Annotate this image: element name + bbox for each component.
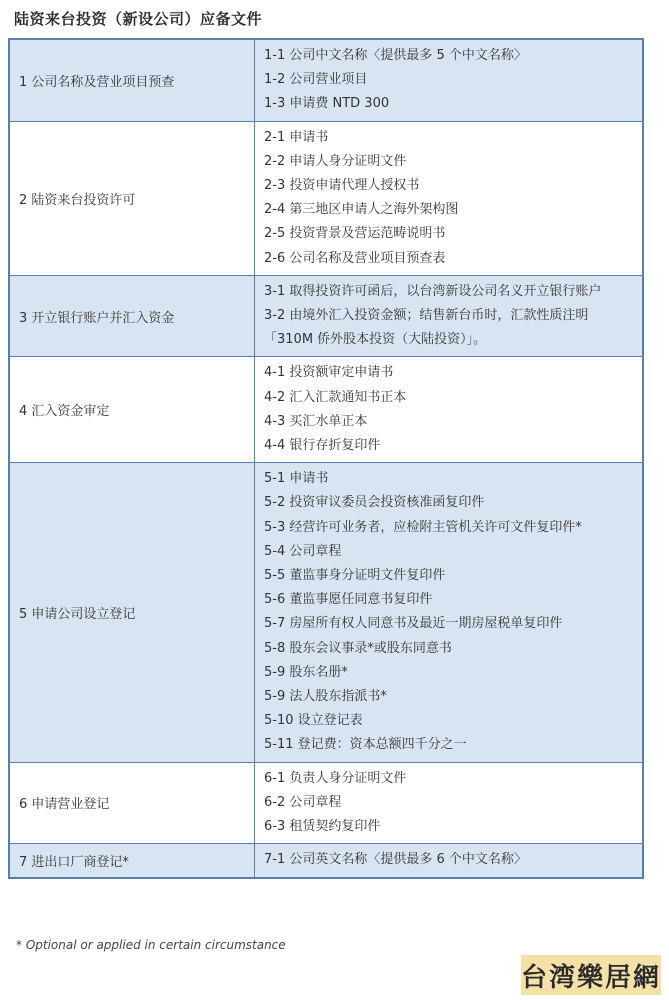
document-item: 2-4 第三地区申请人之海外架构图 bbox=[264, 202, 459, 218]
table-row bbox=[9, 121, 643, 275]
step-name-cell: 3 开立银行账户并汇入资金 bbox=[9, 275, 255, 357]
document-item: 2-1 申请书 bbox=[264, 129, 329, 145]
required-documents-cell bbox=[255, 844, 644, 878]
document-item: 5-9 法人股东指派书* bbox=[264, 689, 387, 705]
table-row bbox=[9, 844, 643, 878]
document-item: 4-3 买汇水单正本 bbox=[264, 413, 368, 429]
required-documents-cell bbox=[255, 275, 644, 357]
document-item: 2-5 投资背景及营运范畴说明书 bbox=[264, 226, 446, 242]
document-item: 5-1 申请书 bbox=[264, 471, 329, 487]
document-item: 「310M 侨外股本投资（大陆投资）」。 bbox=[264, 332, 487, 348]
document-item: 5-4 公司章程 bbox=[264, 543, 342, 559]
document-item: 5-10 设立登记表 bbox=[264, 713, 363, 729]
table-row bbox=[9, 39, 643, 121]
document-item: 2-2 申请人身分证明文件 bbox=[264, 153, 407, 169]
document-item: 5-8 股东会议事录*或股东同意书 bbox=[264, 640, 452, 656]
document-item: 6-3 租赁契约复印件 bbox=[264, 819, 381, 835]
step-name-cell: 2 陆资来台投资许可 bbox=[9, 121, 255, 275]
document-title: 陆资来台投资（新设公司）应备文件 bbox=[14, 10, 263, 28]
document-item: 3-2 由境外汇入投资金额；结售新台币时，汇款性质注明 bbox=[264, 308, 589, 324]
document-item: 5-6 董监事愿任同意书复印件 bbox=[264, 592, 433, 608]
table-row bbox=[9, 463, 643, 762]
document-item: 5-9 股东名册* bbox=[264, 664, 348, 680]
required-documents-cell bbox=[255, 39, 644, 121]
document-item: 6-2 公司章程 bbox=[264, 794, 342, 810]
document-item: 1-2 公司营业项目 bbox=[264, 72, 368, 88]
document-item: 6-1 负责人身分证明文件 bbox=[264, 770, 407, 786]
document-item: 4-2 汇入汇款通知书正本 bbox=[264, 389, 407, 405]
step-name-cell: 5 申请公司设立登记 bbox=[9, 463, 255, 762]
step-name-cell: 4 汇入资金审定 bbox=[9, 357, 255, 463]
document-item: 2-6 公司名称及营业项目预查表 bbox=[264, 250, 446, 266]
required-documents-cell bbox=[255, 121, 644, 275]
logo-text: 台湾樂居網 bbox=[521, 962, 662, 993]
required-documents-cell bbox=[255, 762, 644, 844]
step-name-cell: 6 申请营业登记 bbox=[9, 762, 255, 844]
document-item: 5-7 房屋所有权人同意书及最近一期房屋税单复印件 bbox=[264, 616, 563, 632]
document-item: 1-3 申请费 NTD 300 bbox=[264, 96, 390, 112]
required-documents-cell bbox=[255, 463, 644, 762]
document-item: 2-3 投资申请代理人授权书 bbox=[264, 178, 420, 194]
required-documents-cell bbox=[255, 357, 644, 463]
document-item: 4-4 银行存折复印件 bbox=[264, 438, 381, 454]
document-item: 5-3 经营许可业务者，应检附主管机关许可文件复印件* bbox=[264, 519, 582, 535]
document-item: 5-2 投资审议委员会投资核准函复印件 bbox=[264, 495, 485, 511]
document-item: 4-1 投资额审定申请书 bbox=[264, 365, 394, 381]
table-row bbox=[9, 275, 643, 357]
footnote: * Optional or applied in certain circumstance bbox=[16, 938, 286, 952]
table-row bbox=[9, 357, 643, 463]
document-item: 7-1 公司英文名称〈提供最多 6 个中文名称〉 bbox=[264, 852, 527, 868]
document-item: 5-5 董监事身分证明文件复印件 bbox=[264, 568, 446, 584]
step-name-cell: 7 进出口厂商登记* bbox=[9, 844, 255, 878]
document-item: 5-11 登记费：资本总额四千分之一 bbox=[264, 737, 467, 753]
table-row bbox=[9, 762, 643, 844]
requirements-table bbox=[8, 38, 644, 879]
site-logo bbox=[521, 955, 661, 995]
document-item: 3-1 取得投资许可函后，以台湾新设公司名义开立银行账户 bbox=[264, 283, 602, 299]
document-item: 1-1 公司中文名称〈提供最多 5 个中文名称〉 bbox=[264, 48, 527, 63]
step-name-cell: 1 公司名称及营业项目预查 bbox=[9, 39, 255, 121]
